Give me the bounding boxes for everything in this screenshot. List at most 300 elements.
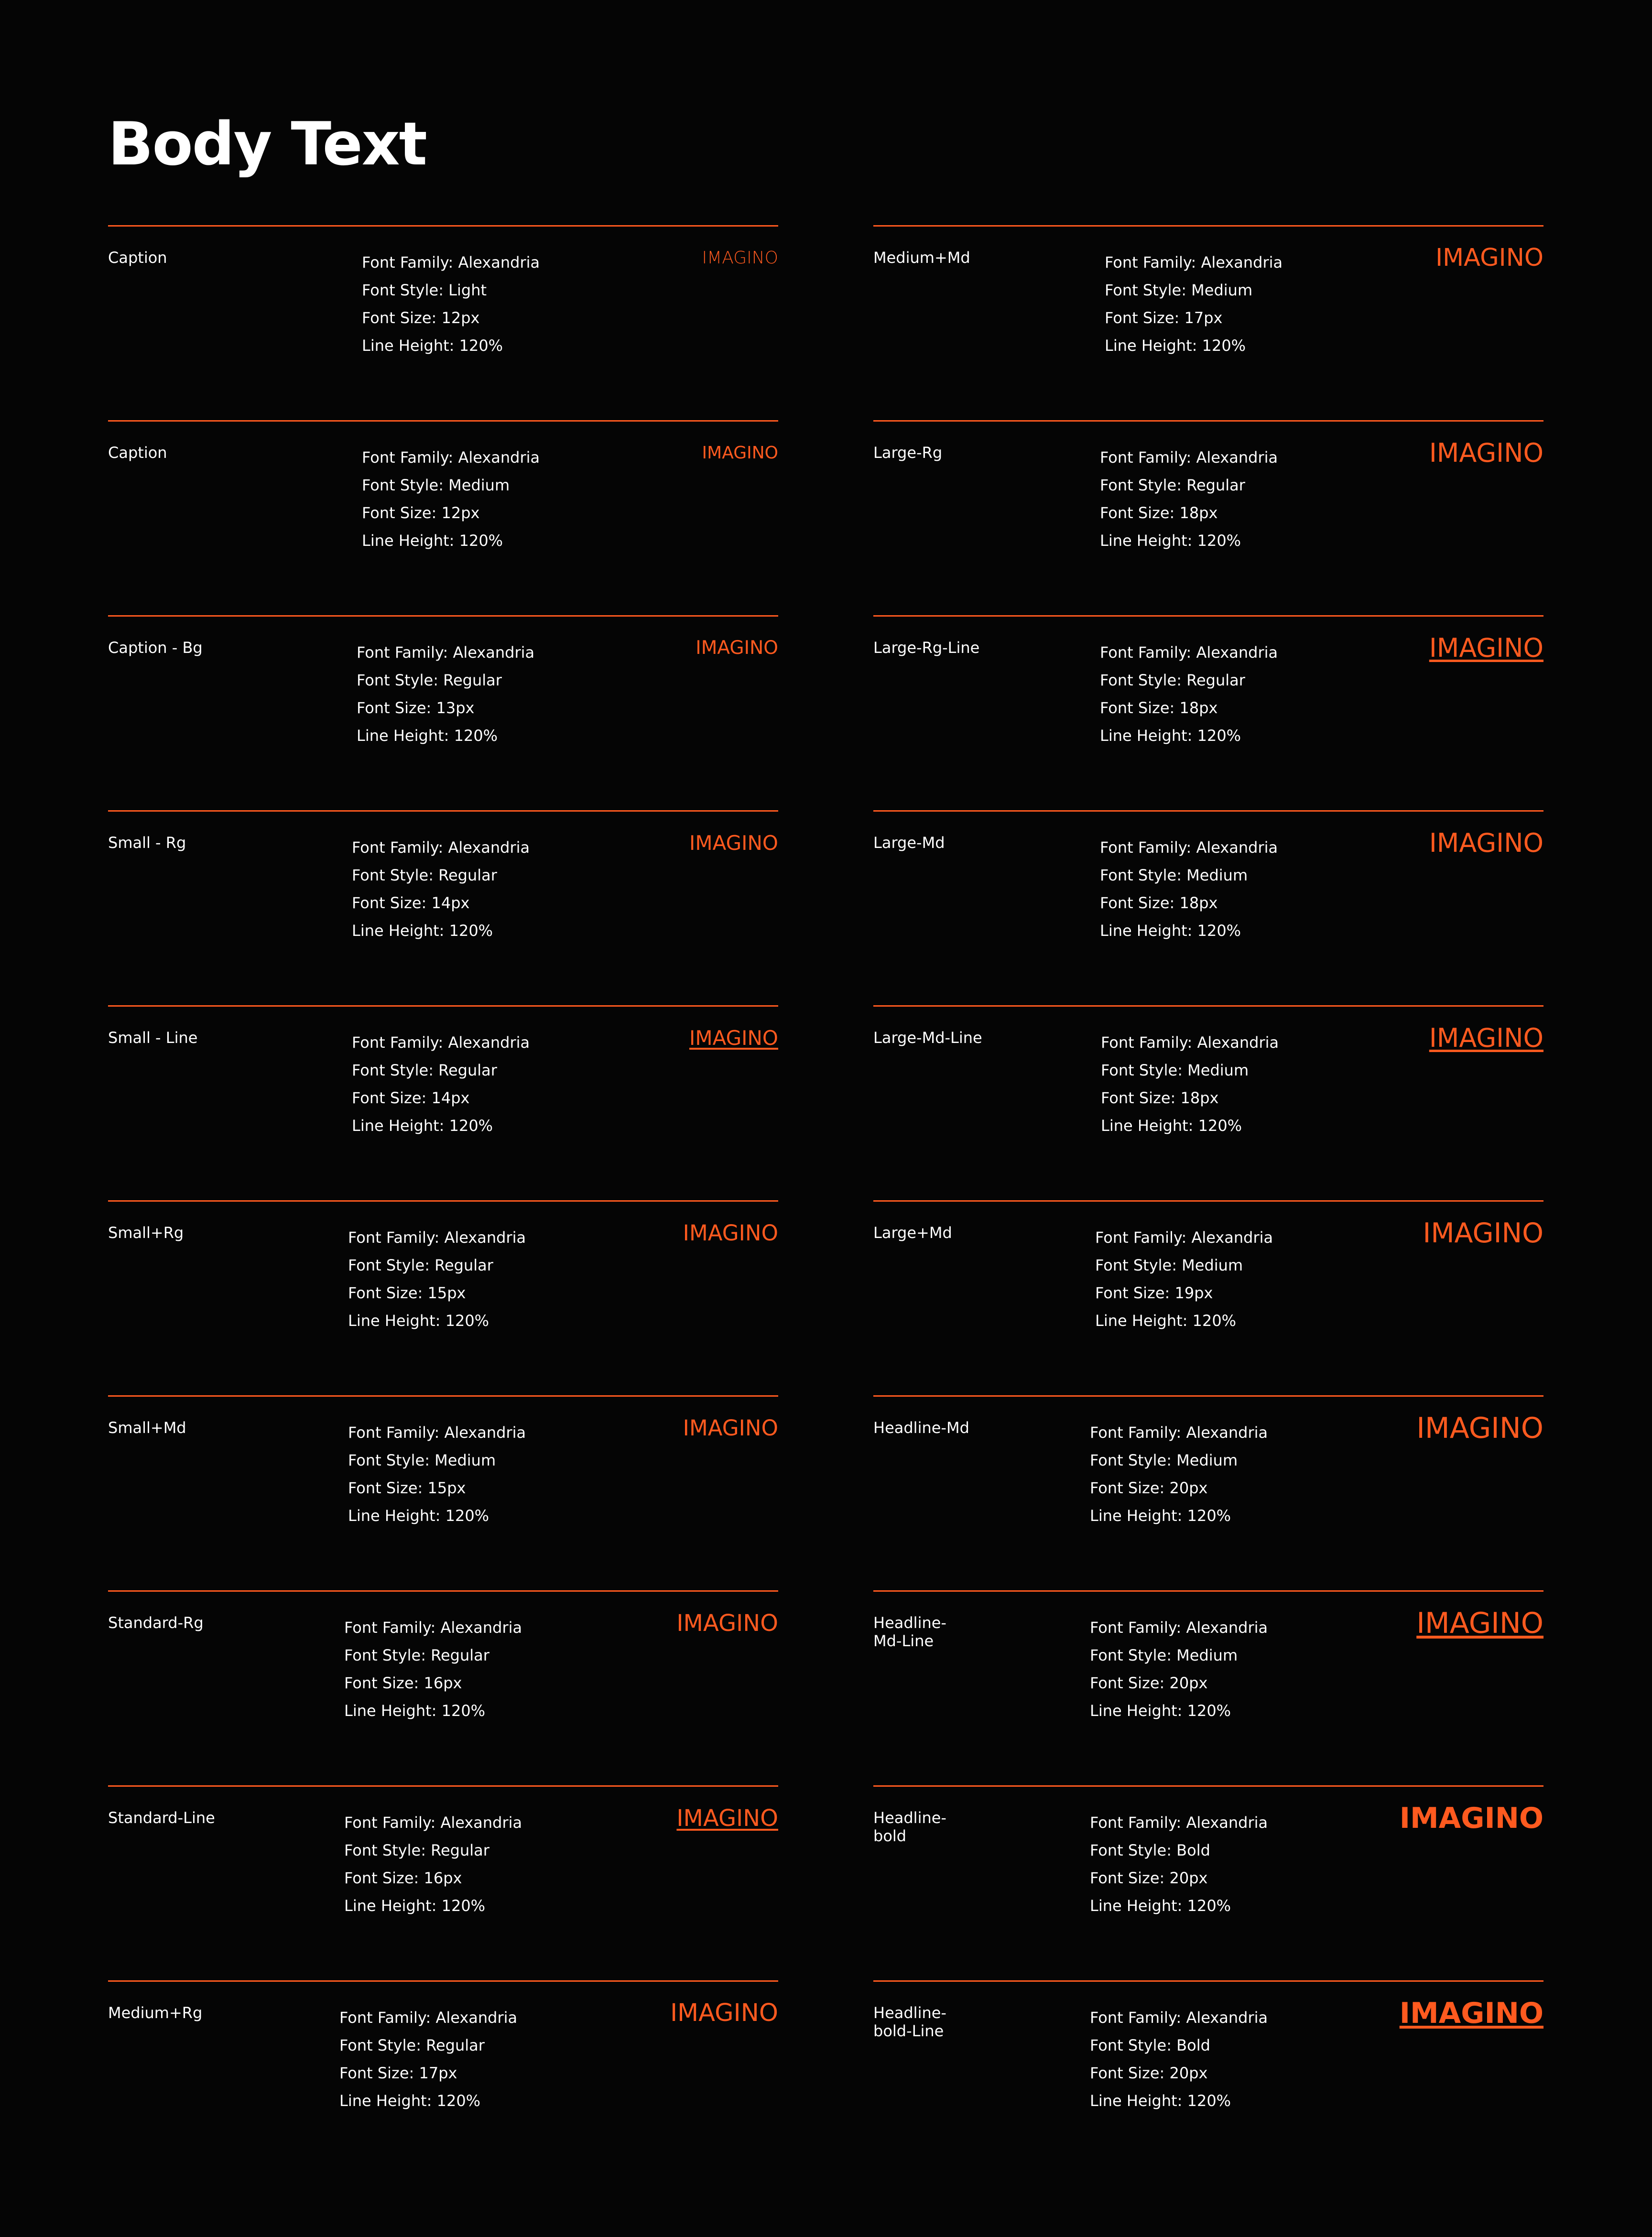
spec-value: 16px bbox=[424, 1869, 462, 1887]
spec-value: 17px bbox=[419, 2064, 457, 2082]
spec-value: Regular bbox=[1186, 476, 1245, 494]
spec-label: Font Size: bbox=[362, 504, 442, 522]
spec-line bbox=[1101, 1084, 1279, 1112]
spec-label: Font Family: bbox=[348, 1423, 445, 1442]
spec-block bbox=[339, 2004, 517, 2115]
type-spec-row bbox=[873, 1395, 1543, 1590]
type-sample: IMAGINO bbox=[1416, 1607, 1543, 1640]
spec-label: Line Height: bbox=[1090, 1702, 1187, 1720]
spec-label: Font Family: bbox=[1090, 1423, 1186, 1442]
spec-line bbox=[1090, 2059, 1268, 2087]
style-name: Large+Md bbox=[873, 1224, 952, 1242]
spec-line bbox=[1101, 1056, 1279, 1084]
spec-label: Font Family: bbox=[1101, 1033, 1197, 1052]
spec-value: 120% bbox=[1192, 1312, 1237, 1330]
spec-value: 120% bbox=[459, 337, 503, 355]
spec-label: Font Family: bbox=[352, 1033, 448, 1052]
spec-label: Font Size: bbox=[1100, 894, 1180, 912]
spec-label: Font Family: bbox=[362, 448, 458, 467]
spec-value: Alexandria bbox=[1196, 838, 1278, 857]
type-spec-row bbox=[873, 1005, 1543, 1200]
spec-label: Line Height: bbox=[1090, 1507, 1187, 1525]
spec-value: 15px bbox=[427, 1479, 466, 1497]
spec-label: Line Height: bbox=[1090, 1897, 1187, 1915]
spec-line bbox=[1095, 1224, 1273, 1251]
spec-line bbox=[344, 1614, 522, 1641]
type-spec-column-left bbox=[108, 225, 778, 2175]
style-name: Large-Md bbox=[873, 834, 945, 852]
spec-label: Font Size: bbox=[348, 1479, 428, 1497]
type-sample: IMAGINO bbox=[702, 443, 778, 463]
spec-label: Font Family: bbox=[1095, 1228, 1192, 1247]
spec-value: 120% bbox=[1187, 2092, 1231, 2110]
spec-label: Line Height: bbox=[1105, 337, 1202, 355]
spec-line bbox=[339, 2087, 517, 2115]
spec-line bbox=[1100, 917, 1278, 945]
spec-value: Alexandria bbox=[1197, 1033, 1279, 1052]
spec-line bbox=[362, 276, 540, 304]
spec-value: Regular bbox=[431, 1646, 489, 1664]
type-sample: IMAGINO bbox=[1429, 1023, 1543, 1053]
spec-label: Font Family: bbox=[357, 643, 453, 662]
style-name: Large-Rg bbox=[873, 444, 943, 462]
spec-line bbox=[1090, 1614, 1268, 1641]
spec-line bbox=[344, 1892, 522, 1920]
spec-value: 18px bbox=[1179, 894, 1218, 912]
type-spec-row bbox=[108, 1395, 778, 1590]
type-sample: IMAGINO bbox=[696, 637, 778, 659]
style-name: Headline- Md-Line bbox=[873, 1614, 946, 1650]
spec-value: 120% bbox=[441, 1897, 486, 1915]
spec-line bbox=[357, 722, 534, 749]
spec-line bbox=[1090, 1502, 1268, 1530]
spec-block bbox=[1101, 1029, 1279, 1140]
spec-value: Alexandria bbox=[448, 838, 530, 857]
spec-block bbox=[352, 834, 530, 945]
spec-value: 120% bbox=[449, 1117, 493, 1135]
spec-value: 12px bbox=[441, 309, 480, 327]
spec-line bbox=[344, 1641, 522, 1669]
spec-label: Font Style: bbox=[1105, 281, 1192, 299]
spec-line bbox=[1090, 1809, 1268, 1836]
type-sample: IMAGINO bbox=[683, 1220, 778, 1246]
type-spec-row bbox=[873, 810, 1543, 1005]
type-spec-row bbox=[108, 420, 778, 615]
spec-value: Alexandria bbox=[1186, 1813, 1268, 1832]
style-name: Small - Rg bbox=[108, 834, 186, 852]
type-sample: IMAGINO bbox=[689, 1026, 778, 1050]
spec-line bbox=[1090, 1892, 1268, 1920]
spec-line bbox=[1090, 1697, 1268, 1725]
spec-label: Font Family: bbox=[1100, 643, 1196, 662]
type-sample: IMAGINO bbox=[676, 1805, 778, 1832]
spec-label: Line Height: bbox=[348, 1312, 446, 1330]
spec-line bbox=[1090, 1419, 1268, 1446]
spec-line bbox=[339, 2004, 517, 2031]
spec-value: 120% bbox=[1187, 1897, 1231, 1915]
spec-line bbox=[1105, 249, 1282, 276]
spec-line bbox=[362, 444, 540, 471]
spec-value: 120% bbox=[1197, 727, 1241, 745]
spec-line bbox=[362, 304, 540, 332]
spec-line bbox=[348, 1307, 526, 1335]
spec-label: Font Family: bbox=[1090, 1618, 1186, 1637]
spec-value: 120% bbox=[1187, 1507, 1231, 1525]
spec-line bbox=[362, 332, 540, 359]
spec-value: 120% bbox=[449, 922, 493, 940]
spec-label: Font Family: bbox=[1090, 1813, 1186, 1832]
spec-label: Line Height: bbox=[1100, 727, 1197, 745]
spec-value: 16px bbox=[424, 1674, 462, 1692]
spec-block bbox=[362, 444, 540, 554]
spec-label: Font Size: bbox=[1101, 1089, 1181, 1107]
type-spec-row bbox=[873, 225, 1543, 420]
spec-value: 120% bbox=[1197, 922, 1241, 940]
spec-value: 120% bbox=[454, 727, 498, 745]
spec-line bbox=[1090, 2004, 1268, 2031]
spec-label: Line Height: bbox=[357, 727, 454, 745]
type-sample: IMAGINO bbox=[683, 1415, 778, 1441]
type-spec-row bbox=[108, 810, 778, 1005]
spec-line bbox=[348, 1474, 526, 1502]
type-spec-row bbox=[873, 1785, 1543, 1980]
spec-label: Font Family: bbox=[344, 1618, 441, 1637]
spec-block bbox=[1090, 1809, 1268, 1920]
style-name: Standard-Line bbox=[108, 1809, 215, 1827]
style-name: Headline-Md bbox=[873, 1419, 969, 1437]
style-name: Caption - Bg bbox=[108, 639, 203, 657]
spec-label: Font Size: bbox=[1090, 2064, 1170, 2082]
spec-line bbox=[348, 1224, 526, 1251]
style-name: Caption bbox=[108, 249, 167, 267]
type-sample: IMAGINO bbox=[1399, 1802, 1543, 1835]
spec-value: Alexandria bbox=[440, 1813, 522, 1832]
spec-line bbox=[352, 861, 530, 889]
spec-block bbox=[1095, 1224, 1273, 1335]
spec-line bbox=[1100, 444, 1278, 471]
spec-label: Font Size: bbox=[352, 1089, 432, 1107]
type-sample: IMAGINO bbox=[1429, 633, 1543, 663]
spec-block bbox=[362, 249, 540, 359]
style-name: Headline- bold-Line bbox=[873, 2004, 946, 2040]
spec-label: Font Size: bbox=[1095, 1284, 1175, 1302]
spec-value: 18px bbox=[1180, 1089, 1219, 1107]
spec-value: 18px bbox=[1179, 504, 1218, 522]
spec-value: Regular bbox=[443, 671, 502, 689]
spec-value: 120% bbox=[436, 2092, 481, 2110]
spec-line bbox=[362, 527, 540, 554]
spec-label: Font Size: bbox=[1090, 1674, 1170, 1692]
spec-label: Font Size: bbox=[362, 309, 442, 327]
spec-line bbox=[1100, 639, 1278, 666]
spec-value: Regular bbox=[431, 1841, 489, 1859]
spec-label: Font Family: bbox=[1100, 448, 1196, 467]
spec-value: Alexandria bbox=[444, 1423, 526, 1442]
spec-label: Font Family: bbox=[348, 1228, 445, 1247]
spec-label: Font Family: bbox=[1090, 2009, 1186, 2027]
spec-value: Regular bbox=[438, 1061, 497, 1079]
spec-label: Font Style: bbox=[1100, 671, 1187, 689]
type-sample: IMAGINO bbox=[1416, 1412, 1543, 1445]
type-sample: IMAGINO bbox=[702, 248, 778, 268]
spec-line bbox=[339, 2059, 517, 2087]
spec-line bbox=[362, 249, 540, 276]
type-spec-row bbox=[873, 1200, 1543, 1395]
page-title: Body Text bbox=[108, 110, 426, 179]
spec-line bbox=[352, 834, 530, 861]
spec-value: Alexandria bbox=[453, 643, 535, 662]
spec-label: Font Style: bbox=[352, 866, 439, 884]
spec-line bbox=[1100, 471, 1278, 499]
spec-value: 120% bbox=[1187, 1702, 1231, 1720]
spec-line bbox=[352, 1084, 530, 1112]
spec-block bbox=[1105, 249, 1282, 359]
spec-line bbox=[1100, 834, 1278, 861]
spec-label: Font Style: bbox=[344, 1646, 431, 1664]
spec-value: 12px bbox=[441, 504, 480, 522]
spec-label: Line Height: bbox=[1095, 1312, 1193, 1330]
spec-label: Font Style: bbox=[352, 1061, 439, 1079]
spec-value: Alexandria bbox=[1196, 448, 1278, 467]
spec-line bbox=[348, 1502, 526, 1530]
spec-label: Font Size: bbox=[348, 1284, 428, 1302]
spec-label: Font Size: bbox=[344, 1674, 424, 1692]
type-spec-row bbox=[873, 1980, 1543, 2175]
spec-value: 120% bbox=[1197, 532, 1241, 550]
spec-line bbox=[352, 1029, 530, 1056]
spec-value: 20px bbox=[1169, 2064, 1208, 2082]
spec-line bbox=[1095, 1307, 1273, 1335]
spec-value: 120% bbox=[441, 1702, 486, 1720]
spec-block bbox=[1100, 444, 1278, 554]
style-name: Caption bbox=[108, 444, 167, 462]
spec-value: Medium bbox=[1191, 281, 1253, 299]
spec-line bbox=[344, 1669, 522, 1697]
spec-block bbox=[352, 1029, 530, 1140]
spec-label: Font Style: bbox=[348, 1256, 435, 1274]
spec-line bbox=[1105, 332, 1282, 359]
spec-value: 17px bbox=[1184, 309, 1223, 327]
spec-block bbox=[1090, 2004, 1268, 2115]
spec-label: Line Height: bbox=[348, 1507, 446, 1525]
spec-line bbox=[1090, 2031, 1268, 2059]
spec-label: Font Style: bbox=[348, 1451, 435, 1469]
spec-value: Regular bbox=[426, 2036, 485, 2054]
spec-label: Line Height: bbox=[1090, 2092, 1187, 2110]
spec-line bbox=[362, 471, 540, 499]
spec-value: Alexandria bbox=[435, 2009, 518, 2027]
spec-label: Font Style: bbox=[1090, 2036, 1177, 2054]
spec-value: Alexandria bbox=[1201, 253, 1283, 271]
spec-label: Line Height: bbox=[344, 1897, 442, 1915]
spec-line bbox=[362, 499, 540, 527]
spec-line bbox=[1095, 1279, 1273, 1307]
spec-value: 120% bbox=[459, 532, 503, 550]
style-name: Small - Line bbox=[108, 1029, 198, 1047]
spec-label: Font Family: bbox=[339, 2009, 436, 2027]
spec-line bbox=[357, 666, 534, 694]
spec-line bbox=[1090, 1669, 1268, 1697]
type-spec-row bbox=[108, 1590, 778, 1785]
type-spec-row bbox=[108, 1980, 778, 2175]
spec-label: Font Family: bbox=[1105, 253, 1201, 271]
type-sample: IMAGINO bbox=[676, 1610, 778, 1637]
type-sample: IMAGINO bbox=[1423, 1217, 1543, 1249]
style-name: Large-Rg-Line bbox=[873, 639, 980, 657]
spec-label: Font Size: bbox=[1100, 699, 1180, 717]
spec-value: 20px bbox=[1169, 1479, 1208, 1497]
type-sample: IMAGINO bbox=[1399, 1997, 1543, 2030]
spec-block bbox=[357, 639, 534, 749]
spec-label: Font Style: bbox=[339, 2036, 426, 2054]
type-spec-row bbox=[873, 1590, 1543, 1785]
spec-line bbox=[1100, 722, 1278, 749]
spec-value: 20px bbox=[1169, 1674, 1208, 1692]
spec-label: Font Style: bbox=[1090, 1646, 1177, 1664]
spec-value: Medium bbox=[448, 476, 510, 494]
spec-line bbox=[357, 639, 534, 666]
spec-value: Medium bbox=[1176, 1646, 1238, 1664]
spec-value: Alexandria bbox=[1186, 2009, 1268, 2027]
spec-line bbox=[348, 1279, 526, 1307]
spec-value: Alexandria bbox=[448, 1033, 530, 1052]
spec-value: Regular bbox=[438, 866, 497, 884]
type-sample: IMAGINO bbox=[1429, 438, 1543, 468]
type-sample: IMAGINO bbox=[689, 831, 778, 855]
spec-label: Font Size: bbox=[1100, 504, 1180, 522]
spec-label: Line Height: bbox=[352, 922, 449, 940]
spec-value: Alexandria bbox=[440, 1618, 522, 1637]
spec-block bbox=[1090, 1614, 1268, 1725]
spec-label: Font Size: bbox=[1090, 1869, 1170, 1887]
spec-value: Medium bbox=[435, 1451, 496, 1469]
spec-line bbox=[1090, 1474, 1268, 1502]
spec-line bbox=[1090, 1836, 1268, 1864]
style-name: Headline- bold bbox=[873, 1809, 946, 1845]
type-spec-row bbox=[873, 420, 1543, 615]
spec-line bbox=[344, 1697, 522, 1725]
spec-label: Font Size: bbox=[344, 1869, 424, 1887]
spec-label: Line Height: bbox=[352, 1117, 449, 1135]
spec-line bbox=[1100, 499, 1278, 527]
spec-line bbox=[352, 917, 530, 945]
spec-block bbox=[1100, 639, 1278, 749]
type-spec-row bbox=[108, 1785, 778, 1980]
spec-line bbox=[352, 1112, 530, 1140]
spec-value: Alexandria bbox=[1196, 643, 1278, 662]
spec-value: 18px bbox=[1179, 699, 1218, 717]
spec-value: 20px bbox=[1169, 1869, 1208, 1887]
spec-value: Medium bbox=[1182, 1256, 1243, 1274]
spec-label: Font Family: bbox=[362, 253, 458, 271]
type-spec-row bbox=[108, 1005, 778, 1200]
type-spec-row bbox=[873, 615, 1543, 810]
spec-line bbox=[1101, 1112, 1279, 1140]
spec-value: Regular bbox=[1186, 671, 1245, 689]
spec-line bbox=[1105, 304, 1282, 332]
type-sample: IMAGINO bbox=[670, 1999, 778, 2027]
spec-line bbox=[1090, 1864, 1268, 1892]
spec-value: 120% bbox=[1202, 337, 1246, 355]
spec-line bbox=[1101, 1029, 1279, 1056]
spec-value: Medium bbox=[1187, 1061, 1249, 1079]
style-name: Large-Md-Line bbox=[873, 1029, 982, 1047]
spec-label: Font Size: bbox=[1105, 309, 1185, 327]
spec-label: Line Height: bbox=[362, 337, 459, 355]
spec-line bbox=[1090, 1641, 1268, 1669]
type-spec-row bbox=[108, 1200, 778, 1395]
spec-label: Font Style: bbox=[1100, 866, 1187, 884]
type-sample: IMAGINO bbox=[1435, 244, 1543, 272]
spec-label: Font Style: bbox=[1090, 1451, 1177, 1469]
spec-value: Alexandria bbox=[458, 448, 540, 467]
spec-value: 13px bbox=[436, 699, 475, 717]
spec-value: Alexandria bbox=[444, 1228, 526, 1247]
spec-value: Medium bbox=[1186, 866, 1248, 884]
spec-line bbox=[344, 1809, 522, 1836]
spec-line bbox=[357, 694, 534, 722]
spec-label: Font Style: bbox=[362, 281, 449, 299]
type-spec-row bbox=[108, 615, 778, 810]
type-sample: IMAGINO bbox=[1429, 828, 1543, 858]
spec-label: Line Height: bbox=[339, 2092, 437, 2110]
spec-label: Line Height: bbox=[362, 532, 459, 550]
spec-block bbox=[1090, 1419, 1268, 1530]
spec-label: Font Size: bbox=[357, 699, 436, 717]
spec-label: Font Style: bbox=[1101, 1061, 1188, 1079]
spec-label: Font Style: bbox=[1090, 1841, 1177, 1859]
spec-value: Bold bbox=[1176, 1841, 1210, 1859]
spec-line bbox=[1090, 2087, 1268, 2115]
spec-label: Font Style: bbox=[362, 476, 449, 494]
spec-value: 14px bbox=[431, 894, 470, 912]
spec-line bbox=[339, 2031, 517, 2059]
spec-value: Bold bbox=[1176, 2036, 1210, 2054]
spec-line bbox=[1100, 694, 1278, 722]
spec-value: Regular bbox=[435, 1256, 493, 1274]
spec-line bbox=[352, 889, 530, 917]
spec-block bbox=[348, 1224, 526, 1335]
spec-line bbox=[348, 1446, 526, 1474]
spec-value: 14px bbox=[431, 1089, 470, 1107]
style-name: Small+Rg bbox=[108, 1224, 184, 1242]
spec-label: Line Height: bbox=[1101, 1117, 1198, 1135]
spec-line bbox=[352, 1056, 530, 1084]
spec-line bbox=[1100, 666, 1278, 694]
spec-label: Font Size: bbox=[1090, 1479, 1170, 1497]
spec-line bbox=[348, 1419, 526, 1446]
spec-block bbox=[1100, 834, 1278, 945]
spec-line bbox=[1095, 1251, 1273, 1279]
spec-value: Alexandria bbox=[1191, 1228, 1273, 1247]
spec-label: Line Height: bbox=[1100, 532, 1197, 550]
spec-line bbox=[1090, 1446, 1268, 1474]
spec-value: Alexandria bbox=[458, 253, 540, 271]
spec-value: 120% bbox=[1198, 1117, 1242, 1135]
spec-block bbox=[348, 1419, 526, 1530]
spec-line bbox=[1100, 861, 1278, 889]
spec-line bbox=[344, 1864, 522, 1892]
style-name: Standard-Rg bbox=[108, 1614, 204, 1632]
spec-label: Font Style: bbox=[357, 671, 444, 689]
spec-line bbox=[348, 1251, 526, 1279]
spec-line bbox=[1100, 889, 1278, 917]
spec-line bbox=[1105, 276, 1282, 304]
spec-value: 120% bbox=[445, 1507, 489, 1525]
style-name: Small+Md bbox=[108, 1419, 186, 1437]
spec-value: Alexandria bbox=[1186, 1618, 1268, 1637]
spec-label: Font Size: bbox=[352, 894, 432, 912]
